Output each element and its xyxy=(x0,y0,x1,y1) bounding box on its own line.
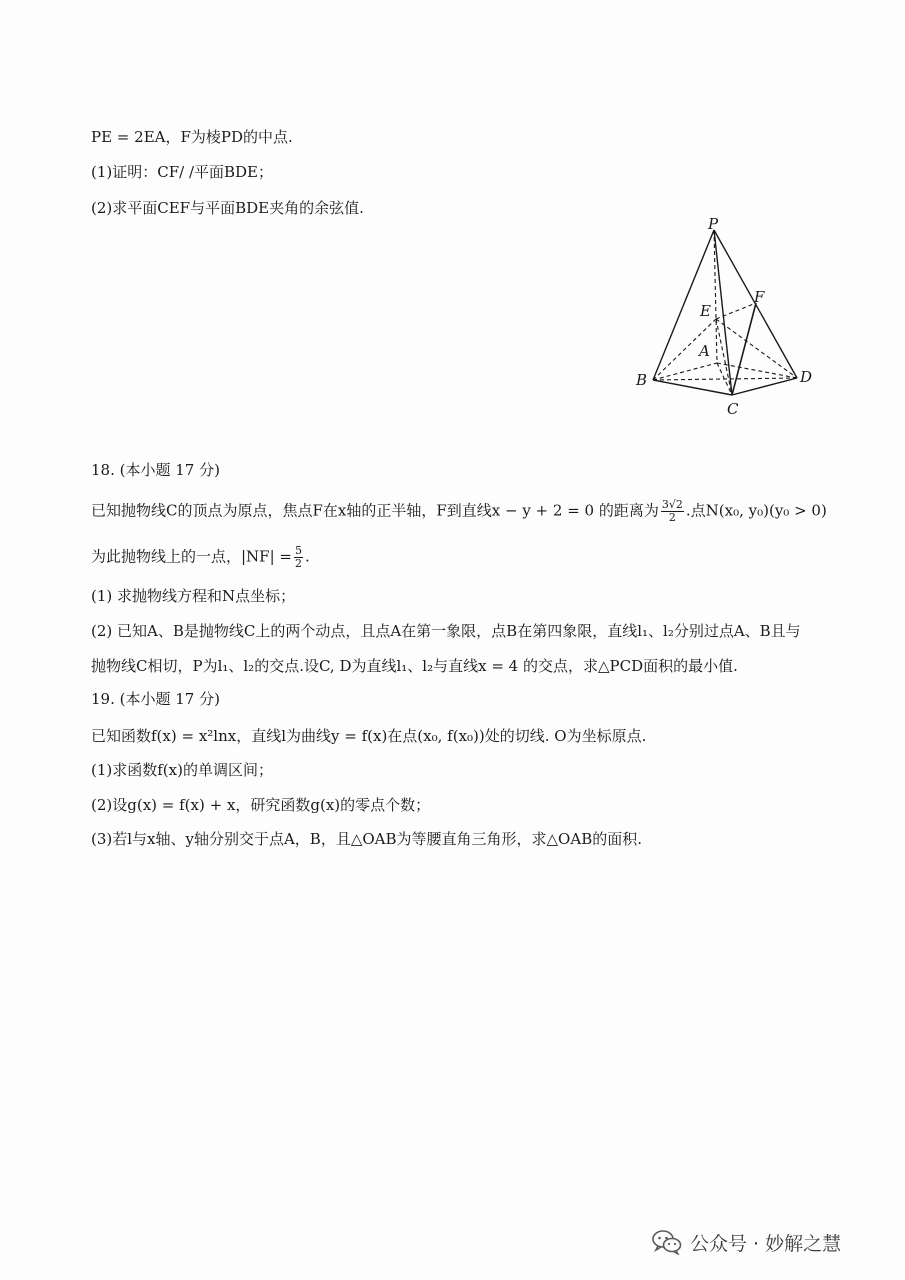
watermark-text: 公众号 · 妙解之慧 xyxy=(690,1232,842,1255)
text-line: (3)若l与x轴、y轴分别交于点A，B，且△OAB为等腰直角三角形，求△OAB的面积. xyxy=(91,830,642,848)
watermark xyxy=(652,1227,841,1257)
fraction-denominator: 2 xyxy=(668,511,676,524)
vertex-label-D: D xyxy=(800,368,813,386)
edge-CD xyxy=(732,378,797,395)
text-line: 已知函数f(x) = x²lnx，直线l为曲线y = f(x)在点(x₀, f(x₀))处的切线. O为坐标原点. xyxy=(91,727,647,745)
text-line: (1)求函数f(x)的单调区间； xyxy=(91,761,273,779)
vertex-label-F: F xyxy=(754,288,765,306)
text-segment: 为此抛物线上的一点，|NF| = xyxy=(91,547,292,566)
edge-BA xyxy=(653,363,717,380)
pyramid-figure xyxy=(625,215,825,425)
text-segment: . xyxy=(304,547,310,566)
text-line: (2)求平面CEF与平面BDE夹角的余弦值. xyxy=(91,199,364,217)
text-segment: 已知抛物线C的顶点为原点，焦点F在x轴的正半轴，F到直线x − y + 2 = 0 的距离为 xyxy=(91,501,659,520)
text-line xyxy=(91,545,310,570)
text-line: (2) 已知A、B是抛物线C上的两个动点，且点A在第一象限，点B在第四象限，直线l₁、l₂分别过点A、B且与 xyxy=(91,622,801,640)
fraction-denominator: 2 xyxy=(294,557,302,570)
question-19-header: 19. (本小题 17 分) xyxy=(91,690,220,708)
edge-PC xyxy=(714,230,732,395)
text-line xyxy=(91,499,827,524)
vertex-label-E: E xyxy=(700,302,711,320)
fraction xyxy=(294,545,303,570)
text-line: (1)证明：CF/ /平面BDE； xyxy=(91,163,274,181)
vertex-label-A: A xyxy=(699,342,710,360)
text-segment: .点N(x₀, y₀)(y₀ > 0) xyxy=(685,501,827,520)
question-18-header: 18. (本小题 17 分) xyxy=(91,461,220,479)
edge-ED xyxy=(716,319,797,378)
text-line: (1) 求抛物线方程和N点坐标； xyxy=(91,587,296,605)
text-line: 抛物线C相切，P为l₁、l₂的交点.设C, D为直线l₁、l₂与直线x = 4 的交点，求△PCD面积的最小值. xyxy=(91,657,738,675)
edge-EC xyxy=(716,319,732,395)
edge-CF xyxy=(732,303,756,395)
fraction-numerator: 5 xyxy=(294,544,302,557)
wechat-icon xyxy=(652,1229,682,1255)
text-line: (2)设g(x) = f(x) + x，研究函数g(x)的零点个数； xyxy=(91,796,431,814)
fraction xyxy=(661,499,684,524)
fraction-numerator: 3√2 xyxy=(661,498,683,511)
text-line: PE = 2EA，F为棱PD的中点. xyxy=(91,128,293,146)
vertex-label-P: P xyxy=(708,215,719,233)
vertex-label-B: B xyxy=(636,371,648,389)
edge-BC xyxy=(653,380,732,395)
vertex-label-C: C xyxy=(727,400,739,418)
